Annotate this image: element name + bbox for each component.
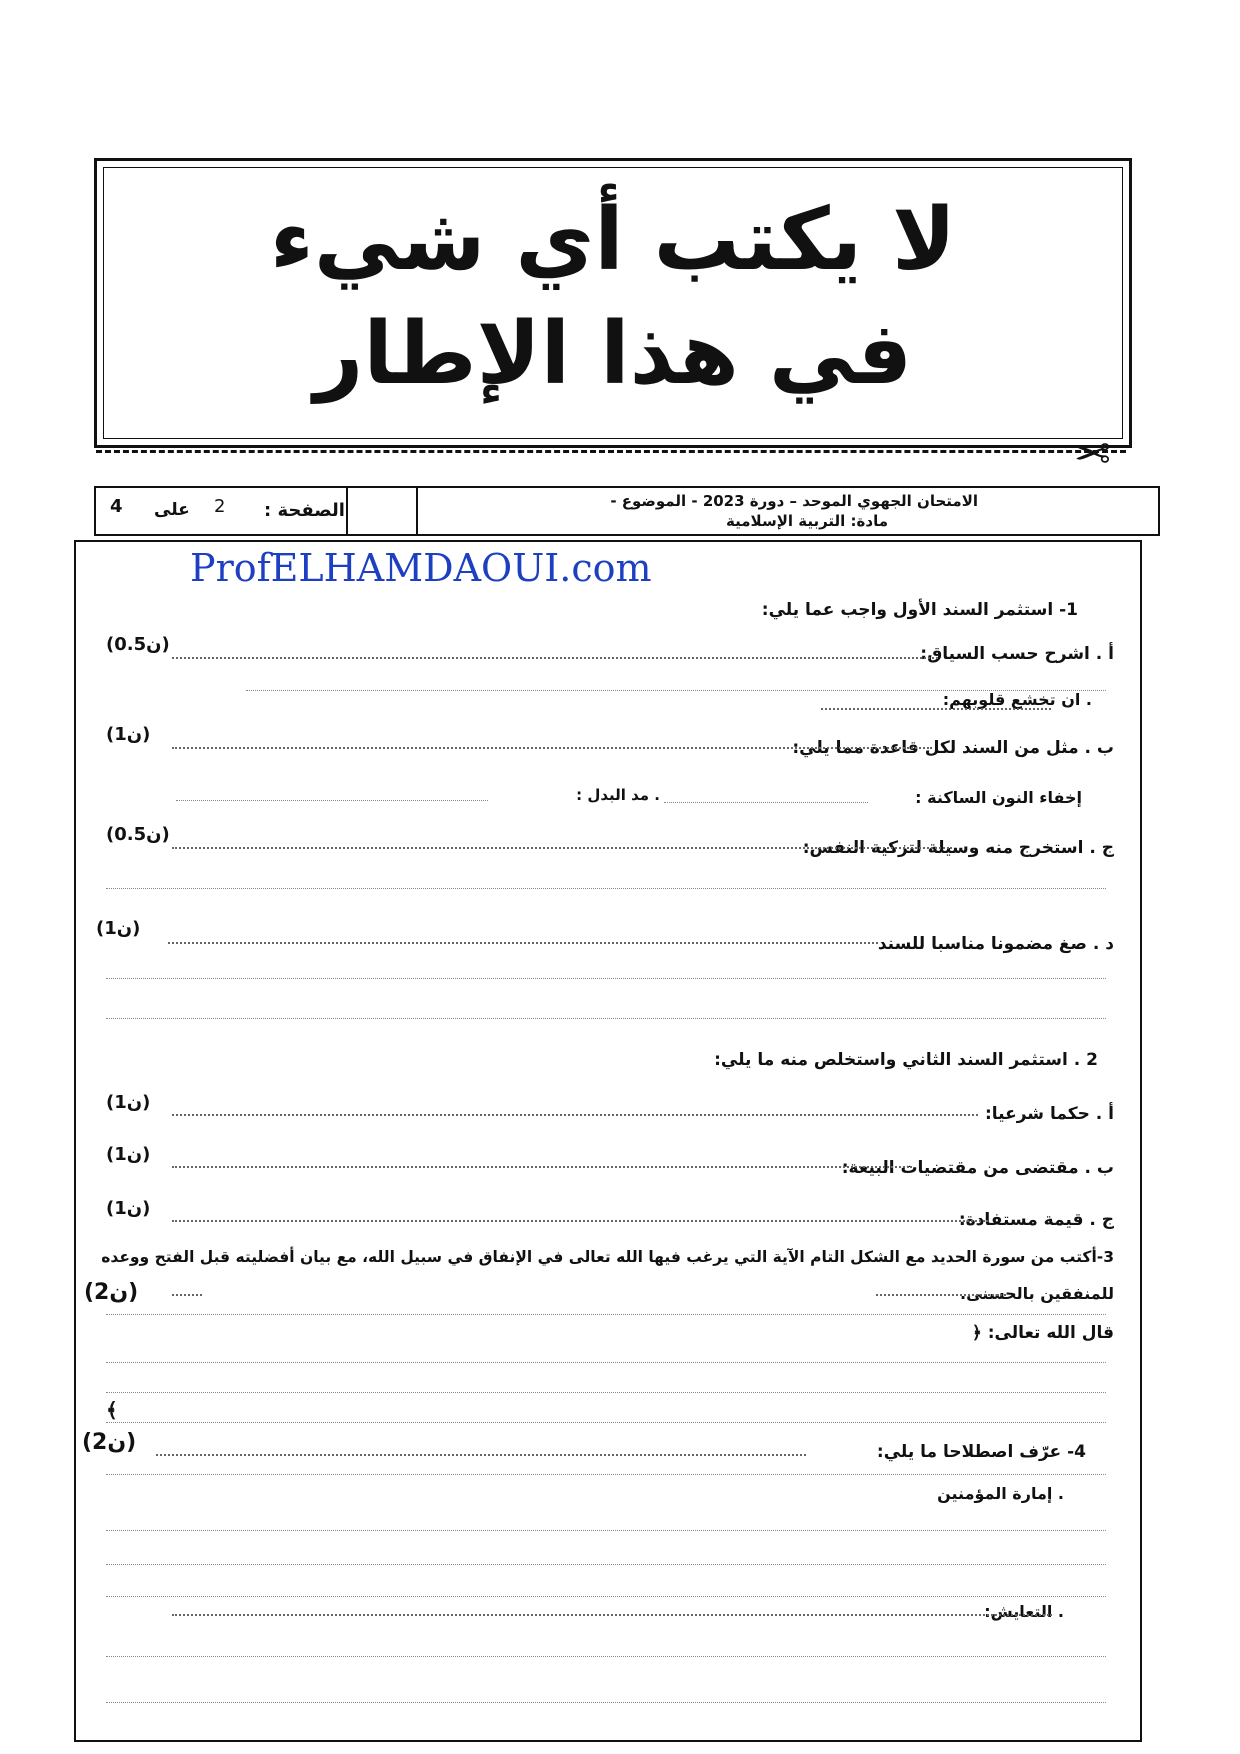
answer-line[interactable] (106, 1314, 1106, 1315)
answer-line[interactable] (106, 1530, 1106, 1531)
q2b-label: ب . مقتضى من مقتضيات البيعة: (841, 1158, 1114, 1178)
answer-line[interactable] (876, 1294, 1006, 1296)
q3-points: (2ن) (84, 1280, 139, 1305)
q2c-points: (1ن) (106, 1198, 151, 1219)
q4-item2: . التعايش: (984, 1602, 1064, 1621)
page-label: الصفحة : (264, 500, 345, 521)
answer-line[interactable] (106, 1392, 1106, 1393)
answer-line[interactable] (106, 1362, 1106, 1363)
of-label: على (154, 500, 190, 520)
answer-line[interactable] (172, 1614, 1052, 1616)
q2a-points: (1ن) (106, 1092, 151, 1113)
q1a-item: . ان تخشع قلوبهم: (942, 690, 1092, 709)
answer-line[interactable] (172, 657, 938, 659)
q4-title: 4- عرّف اصطلاحا ما يلي: (876, 1442, 1086, 1462)
answer-line[interactable] (172, 1114, 978, 1116)
answer-line[interactable] (172, 747, 932, 749)
q3-text-line1: 3-أكتب من سورة الحديد مع الشكل التام الآية التي يرغب فيها الله تعالى في الإنفاق في سبيل الله، مع بيان أفضليته قبل الفتح ووعده (101, 1248, 1114, 1266)
answer-line[interactable] (176, 800, 488, 801)
answer-line[interactable] (664, 802, 868, 803)
header-divider (346, 488, 348, 534)
answer-line[interactable] (172, 847, 952, 849)
answer-frame (74, 540, 1142, 1742)
watermark-url: ProfELHAMDAOUI.com (190, 546, 652, 590)
q1b-points: (1ن) (106, 724, 151, 745)
q1a-points: (0.5ن) (106, 634, 170, 655)
q2b-points: (1ن) (106, 1144, 151, 1165)
q3-quote-label: قال الله تعالى: ﴿ (971, 1323, 1114, 1343)
answer-line[interactable] (156, 1454, 806, 1456)
answer-line[interactable] (821, 708, 1051, 710)
answer-line[interactable] (106, 1702, 1106, 1703)
answer-line[interactable] (106, 1656, 1106, 1657)
answer-line[interactable] (106, 1564, 1106, 1565)
header-divider (416, 488, 418, 534)
q1b-label: ب . مثل من السند لكل قاعدة مما يلي: (792, 738, 1114, 758)
answer-line[interactable] (106, 1018, 1106, 1019)
q2a-label: أ . حكما شرعيا: (985, 1104, 1114, 1124)
answer-line[interactable] (106, 1596, 1106, 1597)
header-strip (94, 486, 1160, 536)
q1d-label: د . صغ مضمونا مناسبا للسند (877, 934, 1114, 954)
answer-line[interactable] (172, 1220, 988, 1222)
q1b-item1: إخفاء النون الساكنة : (915, 788, 1082, 807)
no-write-frame (94, 158, 1132, 448)
page-number: 2 (214, 496, 226, 517)
q4-item1: . إمارة المؤمنين (937, 1484, 1064, 1503)
q4-points: (2ن) (82, 1430, 137, 1455)
q1c-points: (0.5ن) (106, 824, 170, 845)
q1c-label: ج . استخرج منه وسيلة لتزكية النفس: (802, 838, 1114, 858)
subject-title: مادة: التربية الإسلامية (726, 512, 888, 530)
answer-line[interactable] (172, 1294, 202, 1296)
no-write-title-line2: في هذا الإطار (313, 304, 913, 404)
answer-line[interactable] (106, 978, 1106, 979)
cut-line (96, 450, 1126, 453)
total-pages: 4 (110, 496, 123, 517)
answer-line[interactable] (106, 1474, 1106, 1475)
q1b-item2: . مد البدل : (576, 786, 660, 804)
answer-line[interactable] (168, 942, 878, 944)
q1-title: 1- استثمر السند الأول واجب عما يلي: (761, 600, 1078, 620)
exam-title: الامتحان الجهوي الموحد – دورة 2023 - الموضوع - (610, 492, 978, 510)
q1a-label: أ . اشرح حسب السياق: (920, 644, 1114, 664)
q2c-label: ج . قيمة مستفادة: (958, 1210, 1114, 1230)
q3-quote-end: ﴾ (106, 1398, 118, 1422)
no-write-title-line1: لا يكتب أي شيء (269, 190, 957, 290)
answer-line[interactable] (106, 1422, 1106, 1423)
scissors-icon: ✂ (1074, 429, 1111, 480)
q3-text-line2: للمنفقين بالحسنى. (960, 1284, 1114, 1303)
answer-line[interactable] (172, 1166, 912, 1168)
q2-title: 2 . استثمر السند الثاني واستخلص منه ما يلي: (714, 1050, 1098, 1070)
q1d-points: (1ن) (96, 918, 141, 939)
answer-line[interactable] (106, 888, 1106, 889)
